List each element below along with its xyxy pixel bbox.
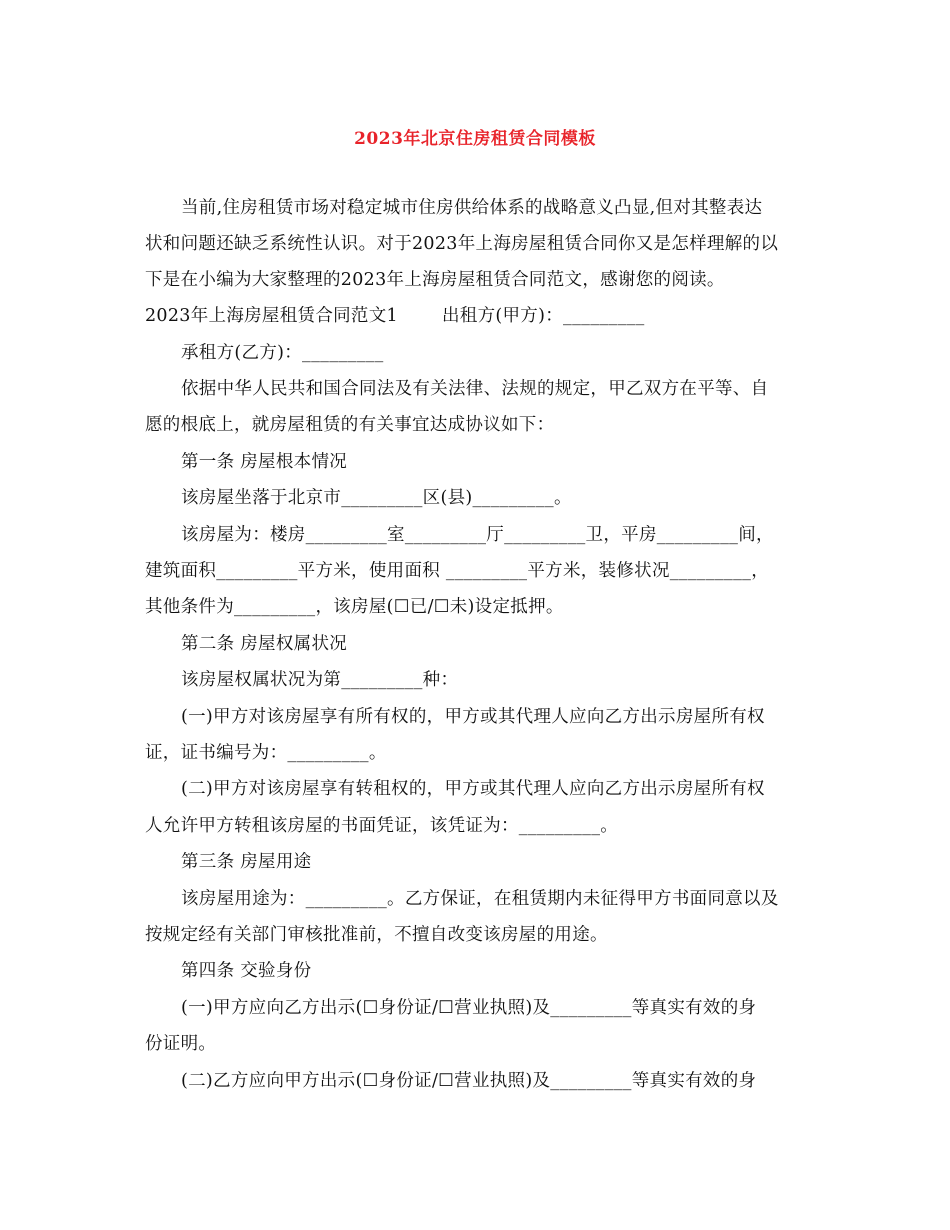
sample-heading-row (145, 305, 645, 327)
document-title: 2023年北京住房租赁合同模板 (354, 129, 596, 149)
article-2-title: 第二条 房屋权属状况 (181, 634, 348, 654)
ownership-2-line-1: (二)甲方对该房屋享有转租权的，甲方或其代理人应向乙方出示房屋所有权 (181, 779, 765, 799)
article-1-title: 第一条 房屋根本情况 (181, 452, 348, 472)
intro-line-1: 当前,住房租赁市场对稳定城市住房供给体系的战略意义凸显,但对其整表达 (181, 198, 763, 218)
house-line-3: 其他条件为_________，该房屋(☐已/☐未)设定抵押。 (145, 597, 564, 617)
party-b-line: 承租方(乙方)：_________ (181, 343, 384, 363)
ownership-line: 该房屋权属状况为第_________种： (181, 670, 459, 690)
identity-1-line-1: (一)甲方应向乙方出示(☐身份证/☐营业执照)及_________等真实有效的身 (181, 998, 757, 1018)
ownership-1-line-1: (一)甲方对该房屋享有所有权的，甲方或其代理人应向乙方出示房屋所有权 (181, 707, 765, 727)
identity-2-line-1: (二)乙方应向甲方出示(☐身份证/☐营业执照)及_________等真实有效的身 (181, 1071, 757, 1091)
basis-line-1: 依据中华人民共和国合同法及有关法律、法规的规定，甲乙双方在平等、自 (181, 379, 769, 399)
party-a-line: 出租方(甲方)：_________ (441, 306, 645, 326)
usage-line-1: 该房屋用途为：_________。乙方保证，在租赁期内未征得甲方书面同意以及 (181, 889, 779, 909)
location-line: 该房屋坐落于北京市_________区(县)_________。 (181, 488, 572, 508)
basis-line-2: 愿的根底上，就房屋租赁的有关事宜达成协议如下： (145, 415, 555, 435)
sample-heading: 2023年上海房屋租赁合同范文1 (145, 306, 398, 326)
ownership-1-line-2: 证，证书编号为：_________。 (145, 743, 387, 763)
identity-1-line-2: 份证明。 (145, 1034, 217, 1054)
usage-line-2: 按规定经有关部门审核批准前，不擅自改变该房屋的用途。 (145, 925, 608, 945)
article-4-title: 第四条 交验身份 (181, 961, 312, 981)
house-line-1: 该房屋为：楼房_________室_________厅_________卫，平房_________间， (181, 525, 774, 545)
house-line-2: 建筑面积_________平方米，使用面积 _________平方米，装修状况_________， (145, 561, 770, 581)
article-3-title: 第三条 房屋用途 (181, 852, 312, 872)
intro-line-2: 状和问题还缺乏系统性认识。对于2023年上海房屋租赁合同你又是怎样理解的以 (145, 234, 779, 254)
ownership-2-line-2: 人允许甲方转租该房屋的书面凭证，该凭证为：_________。 (145, 816, 619, 836)
intro-line-3: 下是在小编为大家整理的2023年上海房屋租赁合同范文，感谢您的阅读。 (145, 270, 725, 290)
